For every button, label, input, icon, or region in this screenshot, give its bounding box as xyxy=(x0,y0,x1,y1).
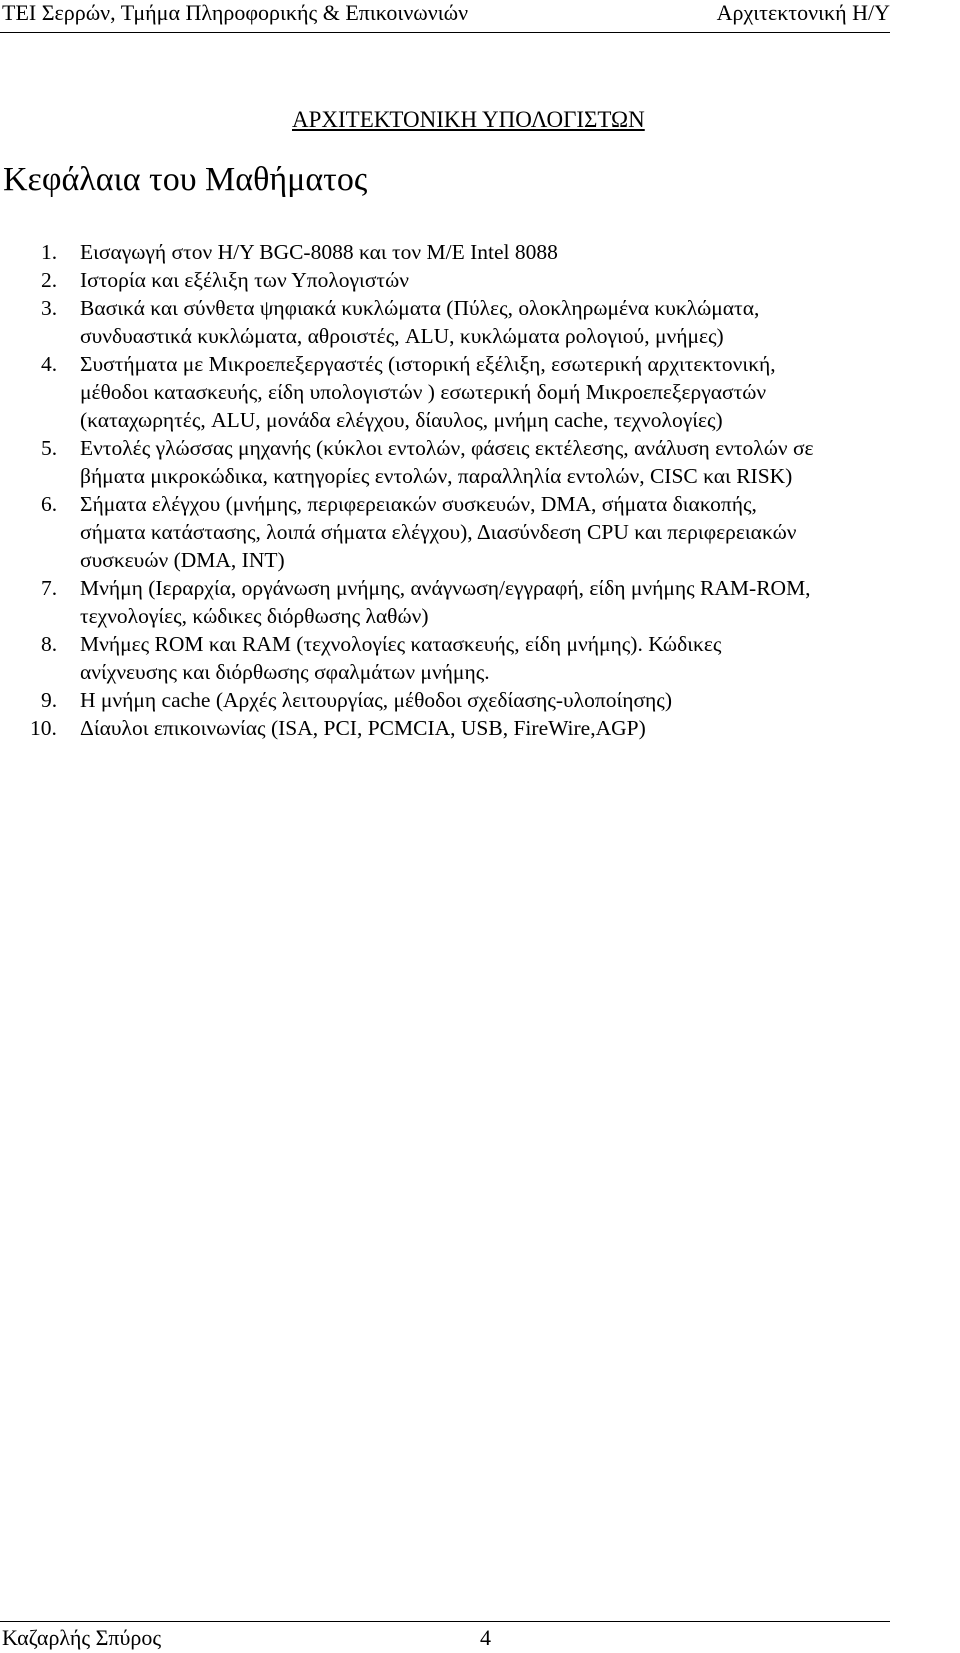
list-item-text: σήματα κατάστασης, λοιπά σήματα ελέγχου), Διασύνδεση CPU και περιφερειακών xyxy=(80,520,797,544)
list-item-text: βήματα μικροκώδικα, κατηγορίες εντολών, παραλληλία εντολών, CISC και RISK) xyxy=(80,464,793,488)
list-item xyxy=(0,686,960,714)
list-item xyxy=(0,630,960,686)
list-item-text: Μνήμη (Ιεραρχία, οργάνωση μνήμης, ανάγνωση/εγγραφή, είδη μνήμης RAM-ROM, xyxy=(80,576,811,600)
list-item xyxy=(0,434,960,490)
page-number: 4 xyxy=(480,1625,491,1650)
list-item-text: ανίχνευσης και διόρθωσης σφαλμάτων μνήμης. xyxy=(80,660,490,684)
list-item-number: 10. xyxy=(30,716,57,740)
header-course: Αρχιτεκτονική Η/Υ xyxy=(716,0,890,25)
list-item xyxy=(0,350,960,434)
footer-author: Καζαρλής Σπύρος xyxy=(2,1625,162,1650)
list-item xyxy=(0,238,960,266)
list-item-text: Ιστορία και εξέλιξη των Υπολογιστών xyxy=(80,268,409,292)
list-item-text: Σήματα ελέγχου (μνήμης, περιφερειακών συσκευών, DMA, σήματα διακοπής, xyxy=(80,492,757,516)
list-item xyxy=(0,490,960,574)
list-item-text: τεχνολογίες, κώδικες διόρθωσης λαθών) xyxy=(80,604,429,628)
list-item xyxy=(0,714,960,742)
list-item-number: 4. xyxy=(41,352,58,376)
list-item-number: 7. xyxy=(41,576,58,600)
list-item-text: Εντολές γλώσσας μηχανής (κύκλοι εντολών, φάσεις εκτέλεσης, ανάλυση εντολών σε xyxy=(80,436,814,460)
list-item-number: 3. xyxy=(41,296,58,320)
document-title: ΑΡΧΙΤΕΚΤΟΝΙΚΗ ΥΠΟΛΟΓΙΣΤΩΝ xyxy=(292,107,645,132)
list-item-text: Δίαυλοι επικοινωνίας (ISA, PCI, PCMCIA, USB, FireWire,AGP) xyxy=(80,716,646,740)
list-item xyxy=(0,266,960,294)
page-footer xyxy=(0,1621,890,1653)
list-item xyxy=(0,574,960,630)
list-item-text: Μνήμες ROM και RAM (τεχνολογίες κατασκευής, είδη μνήμης). Κώδικες xyxy=(80,632,722,656)
section-heading: Κεφάλαια του Μαθήματος xyxy=(3,161,368,198)
list-item-text: συνδυαστικά κυκλώματα, αθροιστές, ALU, κυκλώματα ρολογιού, μνήμες) xyxy=(80,324,724,348)
list-item-number: 9. xyxy=(41,688,58,712)
list-item-text: μέθοδοι κατασκευής, είδη υπολογιστών ) εσωτερική δομή Μικροεπεξεργαστών xyxy=(80,380,767,404)
header-institution: ΤΕΙ Σερρών, Τμήμα Πληροφορικής & Επικοινωνιών xyxy=(2,0,469,25)
list-item-text: Η μνήμη cache (Αρχές λειτουργίας, μέθοδοι σχεδίασης-υλοποίησης) xyxy=(80,688,672,712)
list-item xyxy=(0,294,960,350)
list-item-text: συσκευών (DMA, INT) xyxy=(80,548,285,572)
chapter-list xyxy=(0,238,960,742)
list-item-number: 8. xyxy=(41,632,58,656)
list-item-text: Εισαγωγή στον Η/Υ BGC-8088 και τον Μ/Ε Intel 8088 xyxy=(80,240,558,264)
list-item-text: (καταχωρητές, ALU, μονάδα ελέγχου, δίαυλος, μνήμη cache, τεχνολογίες) xyxy=(80,408,723,432)
list-item-number: 5. xyxy=(41,436,58,460)
list-item-number: 2. xyxy=(41,268,58,292)
list-item-text: Συστήματα με Μικροεπεξεργαστές (ιστορική εξέλιξη, εσωτερική αρχιτεκτονική, xyxy=(80,352,776,376)
list-item-text: Βασικά και σύνθετα ψηφιακά κυκλώματα (Πύλες, ολοκληρωμένα κυκλώματα, xyxy=(80,296,760,320)
page-header xyxy=(0,0,890,33)
list-item-number: 6. xyxy=(41,492,58,516)
list-item-number: 1. xyxy=(41,240,58,264)
